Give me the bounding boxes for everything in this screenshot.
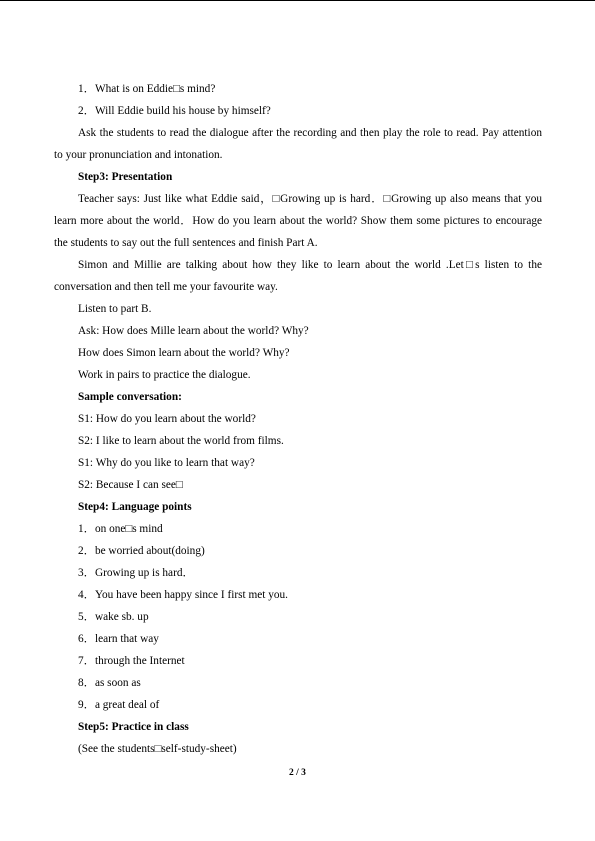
step5-heading: Step5: Practice in class	[78, 721, 189, 733]
conversation-line: S1: How do you learn about the world?	[78, 413, 256, 425]
step3-heading: Step3: Presentation	[78, 171, 173, 183]
language-point: 6．learn that way	[78, 633, 159, 645]
language-point: 9．a great deal of	[78, 699, 160, 711]
paragraph-teacher: Teacher says: Just like what Eddie said，□Growing up is hard．□Growing up also means that you learn more about the world．How do you learn about the world? Show them some pictures to encourage the students to say out the full sentences and finish Part A.	[54, 193, 542, 249]
language-point: 1．on one□s mind	[78, 523, 163, 535]
paragraph-ask: Ask the students to read the dialogue after the recording and then play the role to read. Pay attention to your pronunciation and intonation.	[54, 127, 542, 161]
conversation-line: S2: Because I can see□	[78, 479, 183, 491]
instruction-line: Ask: How does Mille learn about the world? Why?	[78, 325, 309, 337]
language-point: 3．Growing up is hard．	[78, 567, 194, 579]
step4-heading: Step4: Language points	[78, 501, 192, 513]
language-point: 2．be worried about(doing)	[78, 545, 205, 557]
instruction-line: How does Simon learn about the world? Why?	[78, 347, 290, 359]
step5-note: (See the students□self-study-sheet)	[78, 743, 237, 755]
conversation-line: S1: Why do you like to learn that way?	[78, 457, 255, 469]
question-line: 1．What is on Eddie□s mind?	[78, 83, 216, 95]
header-rule	[0, 0, 595, 1]
language-point: 7．through the Internet	[78, 655, 185, 667]
language-point: 8．as soon as	[78, 677, 141, 689]
paragraph-simon: Simon and Millie are talking about how they like to learn about the world .Let□s listen to the conversation and then tell me your favourite way.	[54, 259, 542, 293]
document-body	[54, 78, 542, 760]
sample-conversation-heading: Sample conversation:	[78, 391, 182, 403]
instruction-line: Listen to part B.	[78, 303, 152, 315]
language-point: 4．You have been happy since I first met you.	[78, 589, 289, 601]
instruction-line: Work in pairs to practice the dialogue.	[78, 369, 251, 381]
question-line: 2．Will Eddie build his house by himself?	[78, 105, 271, 117]
conversation-line: S2: I like to learn about the world from films.	[78, 435, 284, 447]
page-number: 2 / 3	[289, 768, 306, 778]
language-point: 5．wake sb. up	[78, 611, 149, 623]
